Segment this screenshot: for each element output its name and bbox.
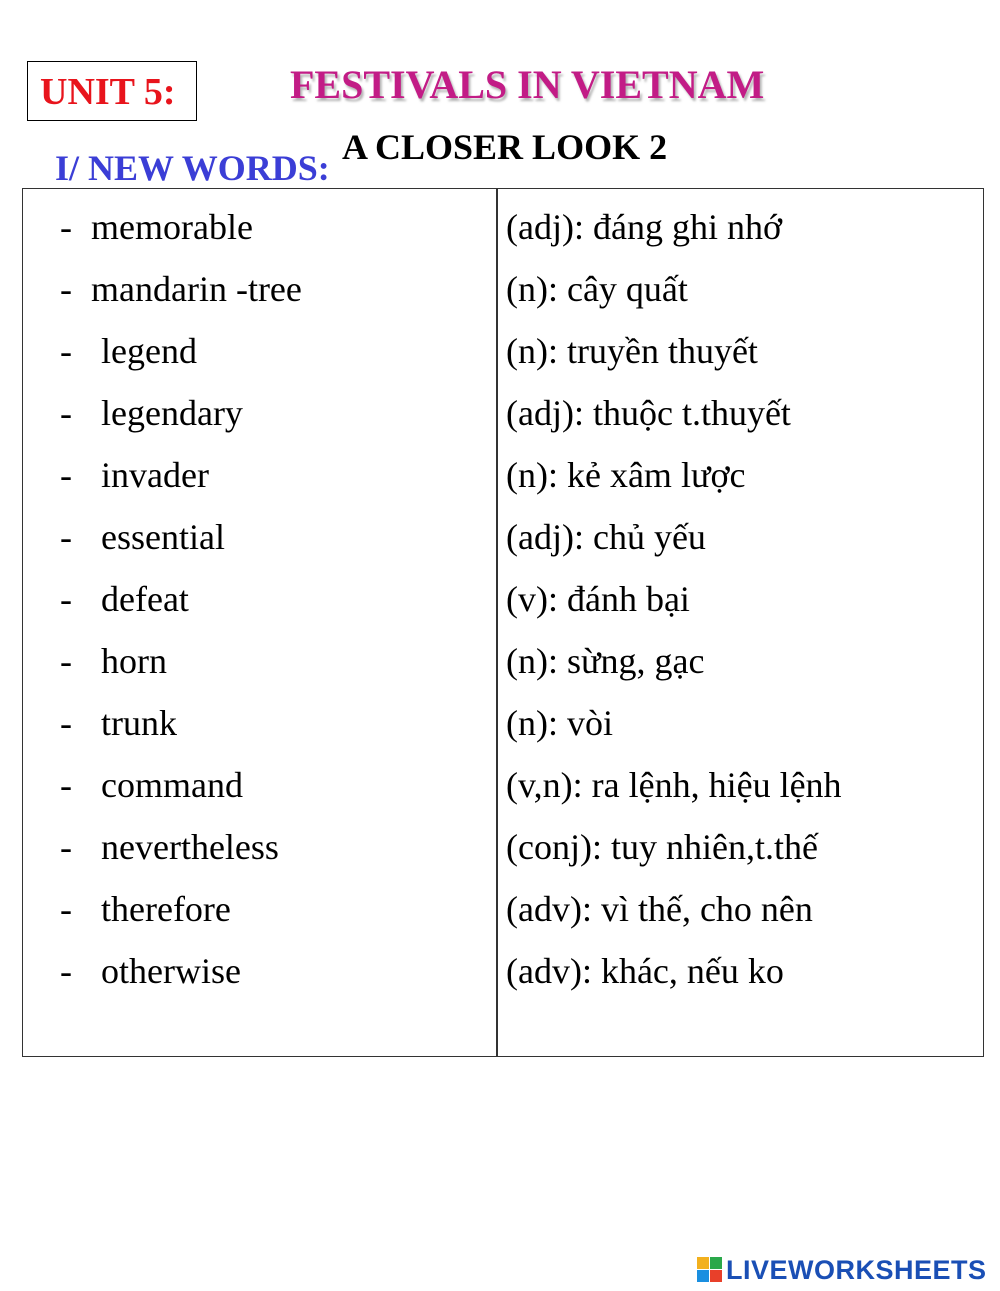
table-row xyxy=(0,515,1000,577)
vocab-meaning: (n): vòi xyxy=(506,703,613,743)
table-row xyxy=(0,639,1000,701)
vocab-meaning: (v,n): ra lệnh, hiệu lệnh xyxy=(506,765,842,805)
vocab-word: otherwise xyxy=(101,951,241,991)
bullet-dash: - xyxy=(60,331,72,371)
liveworksheets-logo[interactable] xyxy=(697,1253,987,1287)
bullet-dash: - xyxy=(60,641,72,681)
table-row xyxy=(0,205,1000,267)
bullet-dash: - xyxy=(60,517,72,557)
vocab-word: nevertheless xyxy=(101,827,279,867)
table-row xyxy=(0,887,1000,949)
vocab-meaning: (conj): tuy nhiên,t.thế xyxy=(506,827,818,867)
table-row xyxy=(0,949,1000,1011)
table-row xyxy=(0,825,1000,887)
vocab-word: trunk xyxy=(101,703,177,743)
vocab-meaning: (v): đánh bại xyxy=(506,579,690,619)
bullet-dash: - xyxy=(60,393,72,433)
vocab-word: essential xyxy=(101,517,225,557)
vocab-word: legendary xyxy=(101,393,243,433)
vocab-meaning: (n): kẻ xâm lược xyxy=(506,455,746,495)
vocab-meaning: (n): cây quất xyxy=(506,269,688,309)
bullet-dash: - xyxy=(60,455,72,495)
unit-label: UNIT 5: xyxy=(40,71,176,113)
table-row xyxy=(0,453,1000,515)
vocab-meaning: (n): sừng, gạc xyxy=(506,641,705,681)
bullet-dash: - xyxy=(60,765,72,805)
vocab-word: horn xyxy=(101,641,167,681)
bullet-dash: - xyxy=(60,579,72,619)
page-title: FESTIVALS IN VIETNAM xyxy=(290,62,765,107)
liveworksheets-logo-text: LIVEWORKSHEETS xyxy=(726,1254,987,1285)
vocab-meaning: (adv): khác, nếu ko xyxy=(506,951,784,991)
table-row xyxy=(0,763,1000,825)
page-subtitle: A CLOSER LOOK 2 xyxy=(342,127,668,167)
bullet-dash: - xyxy=(60,269,72,309)
section-title-new-words: I/ NEW WORDS: xyxy=(55,148,330,188)
vocab-meaning: (adv): vì thế, cho nên xyxy=(506,889,813,929)
vocab-meaning: (n): truyền thuyết xyxy=(506,331,758,371)
table-row xyxy=(0,391,1000,453)
vocab-word: command xyxy=(101,765,243,805)
table-row xyxy=(0,267,1000,329)
vocab-word: mandarin -tree xyxy=(91,269,302,309)
bullet-dash: - xyxy=(60,703,72,743)
vocab-meaning: (adj): thuộc t.thuyết xyxy=(506,393,791,433)
bullet-dash: - xyxy=(60,951,72,991)
vocab-word: memorable xyxy=(91,207,253,247)
bullet-dash: - xyxy=(60,889,72,929)
vocab-meaning: (adj): chủ yếu xyxy=(506,517,706,557)
vocab-meaning: (adj): đáng ghi nhớ xyxy=(506,207,782,247)
bullet-dash: - xyxy=(60,827,72,867)
vocab-word: defeat xyxy=(101,579,189,619)
vocab-word: legend xyxy=(101,331,197,371)
table-row xyxy=(0,329,1000,391)
table-row xyxy=(0,701,1000,763)
table-row xyxy=(0,577,1000,639)
liveworksheets-logo-icon xyxy=(697,1257,723,1283)
bullet-dash: - xyxy=(60,207,72,247)
vocab-word: invader xyxy=(101,455,209,495)
vocab-word: therefore xyxy=(101,889,231,929)
